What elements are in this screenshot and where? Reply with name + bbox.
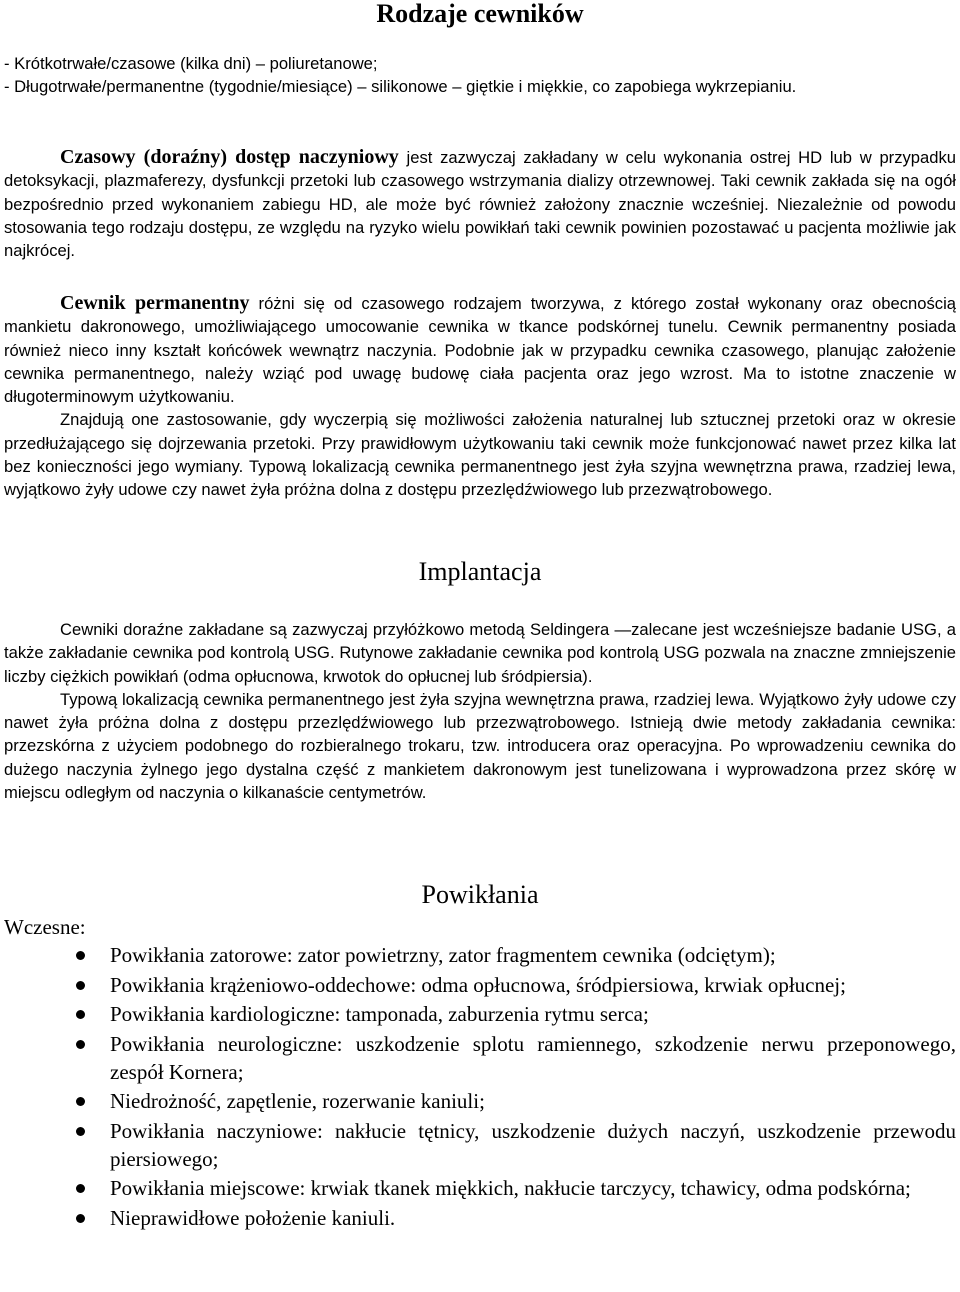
heading-rodzaje-cewnikow: Rodzaje cewników — [376, 0, 584, 28]
list-item: Niedrożność, zapętlenie, rozerwanie kaniuli; — [0, 1087, 956, 1115]
paragraph-temporary-access — [4, 146, 956, 262]
implantation-paragraph-2: Typową lokalizacją cewnika permanentnego jest żyła szyjna wewnętrzna prawa, rzadziej lewa. Wyjątkowo żyły udowe czy nawet żyła próżna dolna z dostępu przezlędźwiowego lub przezwątrobowego. Istnieją dwie metody zakładania cewnika: przezskórna z użyciem podobnego do rozbieralnego trokaru, tzw. introducera oraz operacyjna. Po wprowadzeniu cewnika do dużego naczynia żylnego jego dystalna część z mankietem dakronowym jest tunelizowana i wyprowadzona przez skórę w miejscu odległym od naczynia o kilkanaście centymetrów. — [4, 689, 956, 803]
list-item: Powikłania naczyniowe: nakłucie tętnicy, uszkodzenie dużych naczyń, uszkodzenie przewodu piersiowego; — [0, 1117, 956, 1173]
bullet-icon — [76, 1184, 85, 1193]
list-item: Powikłania neurologiczne: uszkodzenie splotu ramiennego, szkodzenie nerwu przeponowego, zespół Kornera; — [0, 1030, 956, 1086]
lead-permanent-catheter: Cewnik permanentny — [60, 292, 250, 314]
heading-implantacja: Implantacja — [418, 557, 542, 586]
bullet-icon — [76, 1010, 85, 1019]
intro-line-short-term: - Krótkotrwałe/czasowe (kilka dni) – poliuretanowe; — [4, 54, 378, 73]
text-temporary-access: jest zazwyczaj zakładany w celu wykonania ostrej HD lub w przypadku detoksykacji, plazmaferezy, dysfunkcji przetoki lub czasowego wstrzymania dializy otrzewnowej. Taki cewnik zakłada się na ogół bezpośrednio przed wykonaniem zabiegu HD, ale może być również założony znacznie wcześniej. Niezależnie od powodu stosowania tego rodzaju dostępu, ze względu na ryzyko wielu powikłań taki cewnik powinien pozostawać u pacjenta możliwie jak najkrócej. — [4, 148, 957, 261]
subheading-early-complications: Wczesne: — [4, 915, 86, 939]
paragraph-permanent-catheter — [4, 292, 956, 502]
bullet-icon — [76, 1214, 85, 1223]
lead-temporary-access: Czasowy (doraźny) dostęp naczyniowy — [60, 146, 399, 168]
heading-powiklania: Powikłania — [421, 880, 539, 909]
bullet-icon — [76, 951, 85, 960]
catheter-types-list — [4, 52, 956, 99]
intro-line-long-term: - Długotrwałe/permanentne (tygodnie/miesiące) – silikonowe – giętkie i miękkie, co zapobiega wykrzepianiu. — [4, 77, 797, 97]
list-item: Powikłania krążeniowo-oddechowe: odma opłucnowa, śródpiersiowa, krwiak opłucnej; — [0, 971, 956, 999]
bullet-icon — [76, 1040, 85, 1049]
list-item: Powikłania zatorowe: zator powietrzny, zator fragmentem cewnika (odciętym); — [0, 941, 956, 969]
list-item: Powikłania miejscowe: krwiak tkanek miękkich, nakłucie tarczycy, tchawicy, odma podskórna; — [0, 1174, 956, 1202]
bullet-icon — [76, 1097, 85, 1106]
implantation-text — [4, 618, 956, 804]
implantation-paragraph-1: Cewniki doraźne zakładane są zazwyczaj przyłóżkowo metodą Seldingera —zalecane jest wcześniejsze badanie USG, a także zakładanie cewnika pod kontrolą USG. Rutynowe zakładanie cewnika pod kontrolą USG pozwala na znaczne zmniejszenie liczby ciężkich powikłań (odma opłucnowa, krwotok do opłucnej lub śródpiersia). — [4, 620, 956, 686]
list-item: Nieprawidłowe położenie kaniuli. — [0, 1204, 956, 1232]
list-item: Powikłania kardiologiczne: tamponada, zaburzenia rytmu serca; — [0, 1000, 956, 1028]
bullet-icon — [76, 981, 85, 990]
text-permanent-catheter: różni się od czasowego rodzajem tworzywa, z którego został wykonany oraz obecnością mankietu dakronowego, umożliwiającego umocowanie cewnika w tkance podskórnej tunelu. Cewnik permanentny posiada również nieco inny kształt końcówek wewnątrz naczynia. Podobnie jak w przypadku cewnika czasowego, planując założenie cewnika permanentnego, należy wziąć pod uwagę budowę ciała pacjenta oraz jego wzrost. Ma to istotne znaczenie w długoterminowym użytkowaniu. — [4, 294, 957, 407]
bullet-icon — [76, 1127, 85, 1136]
complications-list — [0, 941, 956, 1233]
text-permanent-catheter-usage: Znajdują one zastosowanie, gdy wyczerpią się możliwości założenia naturalnej lub sztucznej przetoki oraz w okresie przedłużającego się dojrzewania przetoki. Przy prawidłowym użytkowaniu taki cewnik może funkcjonować nawet przez kilka lat bez konieczności jego wymiany. Typową lokalizacją cewnika permanentnego jest żyła szyjna wewnętrzna prawa, rzadziej lewa, wyjątkowo żyły udowe czy nawet żyła próżna dolna z dostępu przezlędźwiowego lub przezwątrobowego. — [4, 410, 956, 500]
